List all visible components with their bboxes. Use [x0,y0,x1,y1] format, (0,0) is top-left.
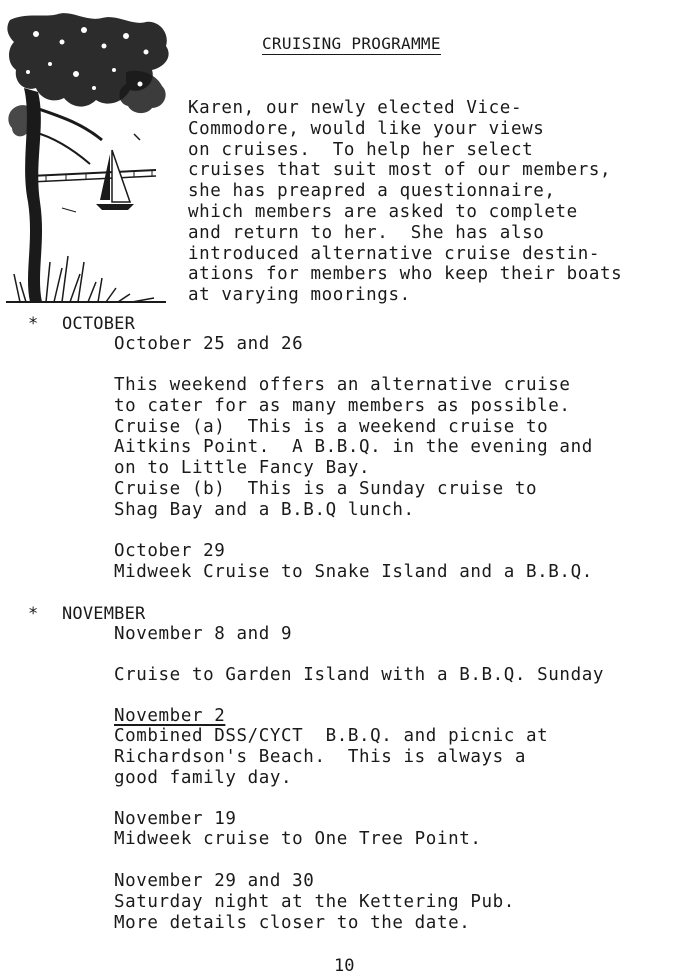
page-title: CRUISING PROGRAMME [262,34,441,53]
november-date-4: November 29 and 30 [114,871,315,891]
tree-and-sailboat-illustration [6,12,176,304]
november-desc-3: Midweek cruise to One Tree Point. [114,829,482,849]
page-number: 10 [334,956,355,976]
november-desc-4: Saturday night at the Kettering Pub. More details closer to the date. [114,892,515,933]
intro-paragraph: Karen, our newly elected Vice- Commodore, would like your views on cruises. To help her select cruises that suit most of our members, she has preapred a questionnaire, which members are asked to complete and return to her. She has also introduced alternative cruise destin- ations for members who keep their boats at varying moorings. [188,98,623,306]
november-heading-label: NOVEMBER [62,604,146,624]
october-desc-2: Midweek Cruise to Snake Island and a B.B.Q. [114,562,593,582]
november-date-3: November 19 [114,809,237,829]
october-heading [28,314,135,334]
november-desc-1: Cruise to Garden Island with a B.B.Q. Sunday [114,665,604,685]
november-date-1: November 8 and 9 [114,624,293,644]
bullet-star: * [28,314,39,334]
november-heading [28,604,145,624]
bullet-star: * [28,604,39,624]
october-heading-label: OCTOBER [62,314,136,334]
november-date-2: November 2 [114,706,226,726]
october-date-1: October 25 and 26 [114,334,304,354]
november-desc-2: Combined DSS/CYCT B.B.Q. and picnic at Richardson's Beach. This is always a good family day. [114,726,549,788]
october-date-2: October 29 [114,541,226,561]
october-desc-1: This weekend offers an alternative cruise to cater for as many members as possible. Cruise (a) This is a weekend cruise to Aitkins Point. A B.B.Q. in the evening and on to Little Fancy Bay. Cruise (b) This is a Sunday cruise to Shag Bay and a B.B.Q lunch. [114,375,593,520]
